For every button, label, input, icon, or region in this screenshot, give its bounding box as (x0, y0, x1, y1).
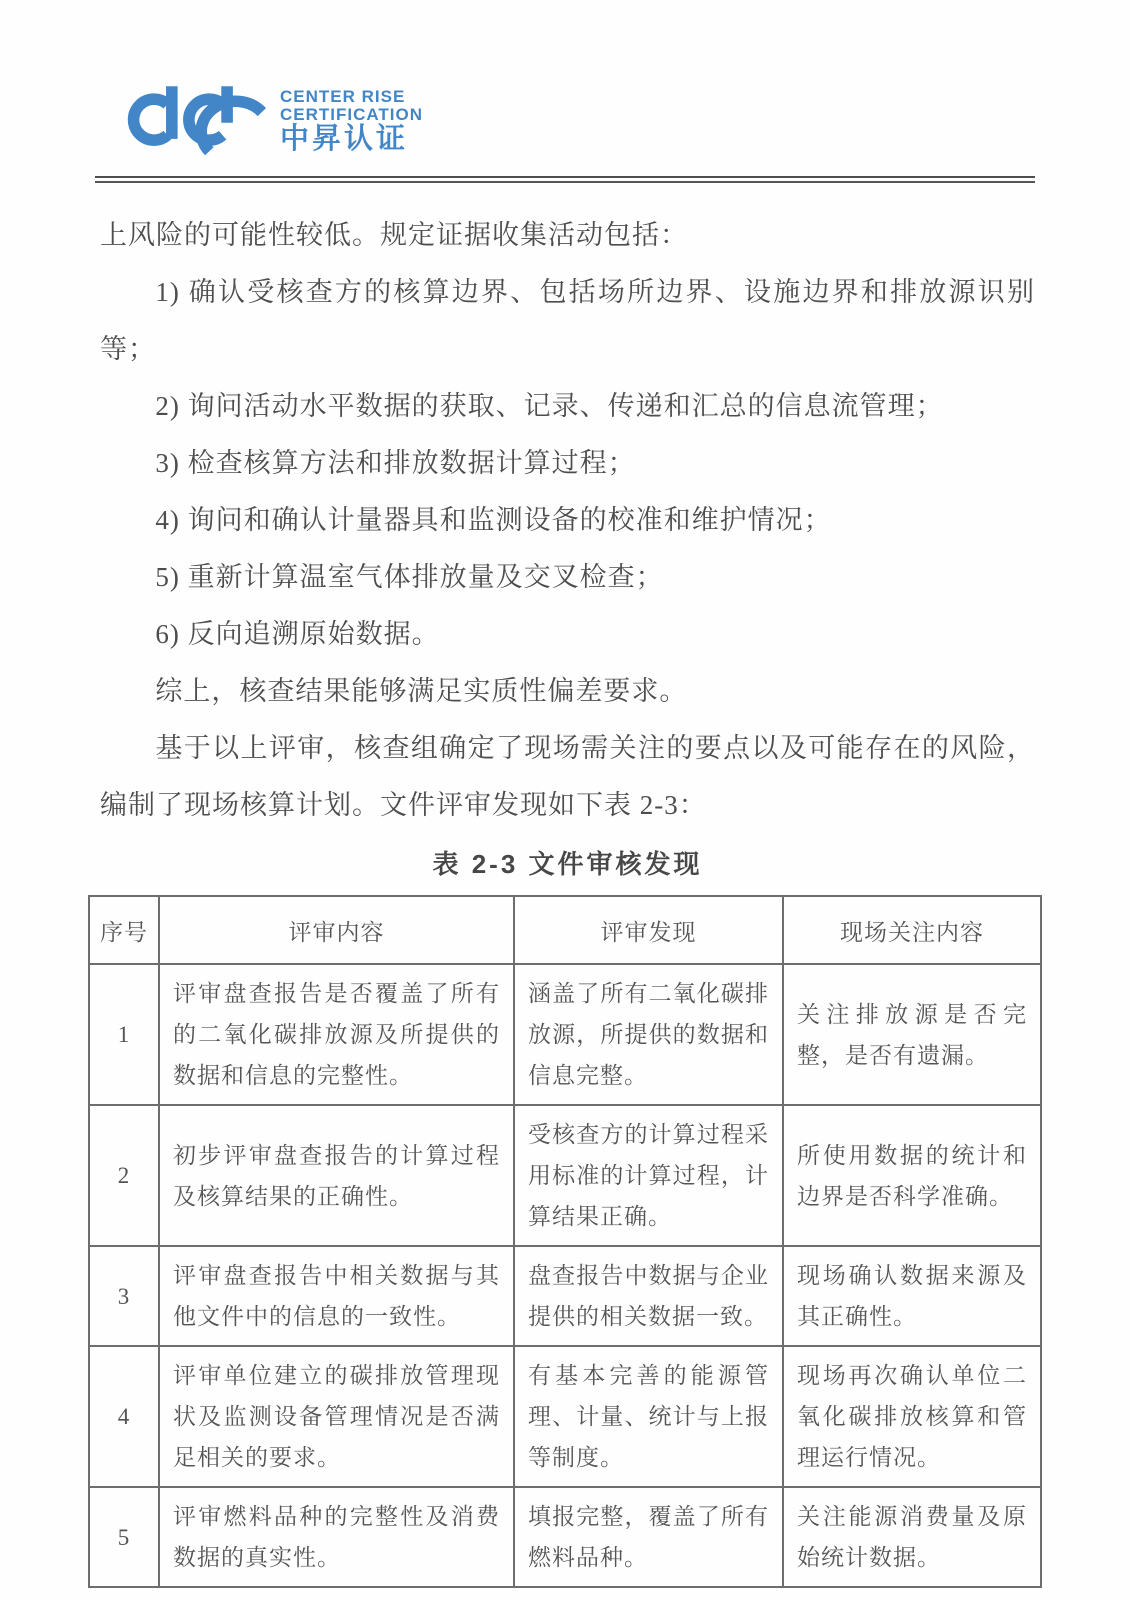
col-header-content: 评审内容 (159, 896, 514, 964)
list-item-2: 2) 询问活动水平数据的获取、记录、传递和汇总的信息流管理； (155, 391, 944, 421)
table-row (89, 964, 1041, 1105)
cell-finding: 填报完整，覆盖了所有燃料品种。 (514, 1487, 783, 1587)
list-item-4: 4) 询问和确认计量器具和监测设备的校准和维护情况； (155, 505, 832, 535)
header-divider (95, 176, 1035, 183)
conclusion-paragraph: 基于以上评审，核查组确定了现场需关注的要点以及可能存在的风险，编制了现场核算计划。文件评审发现如下表 2-3： (100, 733, 1035, 820)
review-findings-table (88, 895, 1042, 1588)
cell-focus: 关注能源消费量及原始统计数据。 (783, 1487, 1041, 1587)
cell-focus: 现场再次确认单位二氧化碳排放核算和管理运行情况。 (783, 1346, 1041, 1487)
table-row (89, 1487, 1041, 1587)
cell-content: 评审单位建立的碳排放管理现状及监测设备管理情况是否满足相关的要求。 (159, 1346, 514, 1487)
col-header-seq: 序号 (89, 896, 159, 964)
cell-focus: 现场确认数据来源及其正确性。 (783, 1246, 1041, 1346)
cell-seq: 1 (89, 964, 159, 1105)
logo-text-line1: CENTER RISE (280, 86, 406, 106)
logo-text-line2: CERTIFICATION (280, 104, 424, 124)
cell-seq: 3 (89, 1246, 159, 1346)
table-header-row (89, 896, 1041, 964)
cell-finding: 盘查报告中数据与企业提供的相关数据一致。 (514, 1246, 783, 1346)
cell-focus: 所使用数据的统计和边界是否科学准确。 (783, 1105, 1041, 1246)
cell-content: 评审盘查报告中相关数据与其他文件中的信息的一致性。 (159, 1246, 514, 1346)
cell-seq: 4 (89, 1346, 159, 1487)
table-row (89, 1346, 1041, 1487)
col-header-finding: 评审发现 (514, 896, 783, 964)
cell-finding: 涵盖了所有二氧化碳排放源，所提供的数据和信息完整。 (514, 964, 783, 1105)
company-logo (116, 82, 1130, 160)
list-item-3: 3) 检查核算方法和排放数据计算过程； (155, 448, 636, 478)
cell-content: 评审燃料品种的完整性及消费数据的真实性。 (159, 1487, 514, 1587)
list-item-5: 5) 重新计算温室气体排放量及交叉检查； (155, 562, 664, 592)
page-header (0, 0, 1130, 183)
cell-seq: 2 (89, 1105, 159, 1246)
cell-finding: 有基本完善的能源管理、计量、统计与上报等制度。 (514, 1346, 783, 1487)
table-row (89, 1246, 1041, 1346)
list-item-6: 6) 反向追溯原始数据。 (155, 619, 440, 649)
crc-logo-mark (116, 80, 274, 162)
cell-finding: 受核查方的计算过程采用标准的计算过程，计算结果正确。 (514, 1105, 783, 1246)
summary-paragraph: 综上，核查结果能够满足实质性偏差要求。 (155, 676, 688, 706)
cell-focus: 关注排放源是否完整，是否有遗漏。 (783, 964, 1041, 1105)
col-header-focus: 现场关注内容 (783, 896, 1041, 964)
logo-text (280, 88, 423, 155)
list-item-1: 1) 确认受核查方的核算边界、包括场所边界、设施边界和排放源识别等； (100, 277, 1035, 364)
document-body (0, 183, 1130, 1588)
table-row (89, 1105, 1041, 1246)
cell-content: 评审盘查报告是否覆盖了所有的二氧化碳排放源及所提供的数据和信息的完整性。 (159, 964, 514, 1105)
cell-seq: 5 (89, 1487, 159, 1587)
cell-content: 初步评审盘查报告的计算过程及核算结果的正确性。 (159, 1105, 514, 1246)
logo-text-chinese: 中昇认证 (280, 123, 409, 156)
intro-paragraph: 上风险的可能性较低。规定证据收集活动包括： (100, 220, 688, 250)
table-caption: 表 2-3 文件审核发现 (432, 849, 703, 879)
